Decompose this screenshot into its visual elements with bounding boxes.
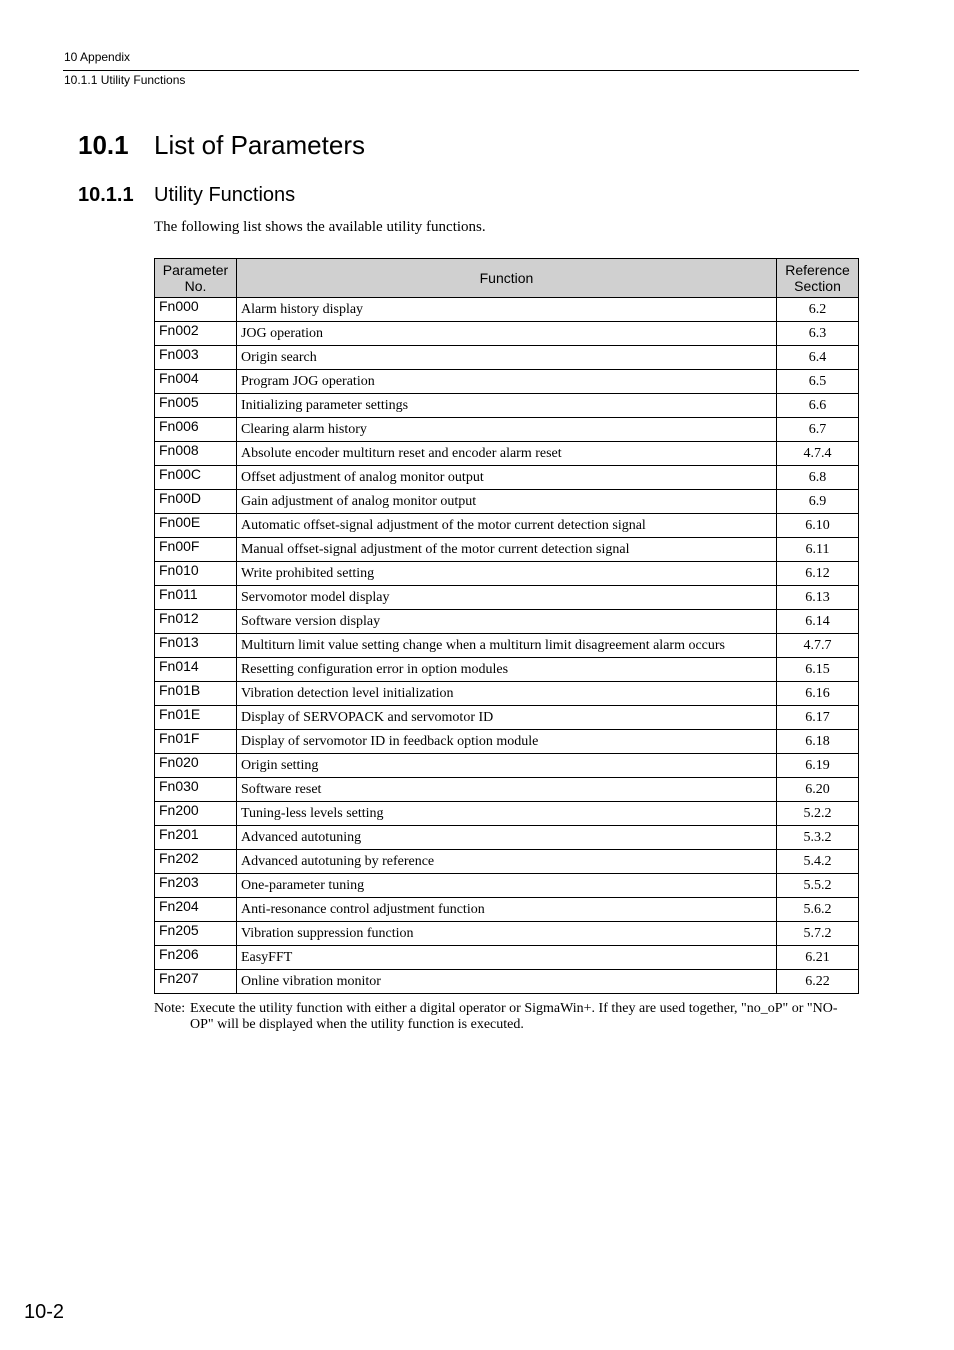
reference-section-cell: 4.7.7 <box>777 634 859 658</box>
column-header-parameter-no: Parameter No. <box>155 259 237 298</box>
parameter-no-cell: Fn012 <box>155 610 237 634</box>
reference-section-cell: 6.20 <box>777 778 859 802</box>
function-cell: Write prohibited setting <box>236 562 776 586</box>
function-cell: Program JOG operation <box>236 370 776 394</box>
table-row <box>155 562 859 586</box>
reference-section-cell: 6.3 <box>777 322 859 346</box>
table-row <box>155 394 859 418</box>
parameter-no-cell: Fn00C <box>155 466 237 490</box>
reference-section-cell: 6.9 <box>777 490 859 514</box>
reference-section-cell: 5.5.2 <box>777 874 859 898</box>
parameter-no-cell: Fn000 <box>155 298 237 322</box>
reference-section-cell: 5.2.2 <box>777 802 859 826</box>
table-row <box>155 490 859 514</box>
header-rule <box>63 70 859 71</box>
subsection-number: 10.1.1 <box>78 184 134 206</box>
running-header-section: 10.1.1 Utility Functions <box>64 73 186 87</box>
table-row <box>155 874 859 898</box>
parameter-no-cell: Fn207 <box>155 970 237 994</box>
reference-section-cell: 6.19 <box>777 754 859 778</box>
section-number: 10.1 <box>78 130 129 160</box>
function-cell: Online vibration monitor <box>236 970 776 994</box>
parameter-no-cell: Fn01E <box>155 706 237 730</box>
function-cell: Initializing parameter settings <box>236 394 776 418</box>
table-row <box>155 802 859 826</box>
parameter-no-cell: Fn00E <box>155 514 237 538</box>
table-row <box>155 346 859 370</box>
function-cell: Clearing alarm history <box>236 418 776 442</box>
table-row <box>155 610 859 634</box>
function-cell: Origin setting <box>236 754 776 778</box>
parameter-no-cell: Fn205 <box>155 922 237 946</box>
parameter-no-cell: Fn013 <box>155 634 237 658</box>
function-cell: Advanced autotuning by reference <box>236 850 776 874</box>
function-cell: Display of servomotor ID in feedback option module <box>236 730 776 754</box>
table-row <box>155 946 859 970</box>
parameter-no-cell: Fn01B <box>155 682 237 706</box>
function-cell: Multiturn limit value setting change when a multiturn limit disagreement alarm occurs <box>236 634 776 658</box>
table-row <box>155 466 859 490</box>
section-title: List of Parameters <box>154 130 365 160</box>
function-cell: Origin search <box>236 346 776 370</box>
reference-section-cell: 5.3.2 <box>777 826 859 850</box>
parameter-no-cell: Fn030 <box>155 778 237 802</box>
parameter-no-cell: Fn004 <box>155 370 237 394</box>
parameter-no-cell: Fn002 <box>155 322 237 346</box>
subsection-heading <box>78 184 295 207</box>
table-row <box>155 826 859 850</box>
reference-section-cell: 6.6 <box>777 394 859 418</box>
table-header-row <box>155 259 859 298</box>
parameter-no-cell: Fn020 <box>155 754 237 778</box>
reference-section-cell: 6.14 <box>777 610 859 634</box>
reference-section-cell: 5.4.2 <box>777 850 859 874</box>
function-cell: Resetting configuration error in option modules <box>236 658 776 682</box>
table-row <box>155 370 859 394</box>
table-row <box>155 298 859 322</box>
table-row <box>155 322 859 346</box>
table-row <box>155 898 859 922</box>
page-number: 10-2 <box>24 1301 65 1323</box>
function-cell: Vibration detection level initialization <box>236 682 776 706</box>
function-cell: Gain adjustment of analog monitor output <box>236 490 776 514</box>
parameter-no-cell: Fn005 <box>155 394 237 418</box>
table-row <box>155 778 859 802</box>
function-cell: Automatic offset-signal adjustment of the motor current detection signal <box>236 514 776 538</box>
subsection-title: Utility Functions <box>154 184 296 206</box>
reference-section-cell: 6.7 <box>777 418 859 442</box>
table-row <box>155 658 859 682</box>
parameter-no-cell: Fn01F <box>155 730 237 754</box>
function-cell: Advanced autotuning <box>236 826 776 850</box>
parameter-no-cell: Fn003 <box>155 346 237 370</box>
column-header-function: Function <box>236 259 776 298</box>
parameter-no-cell: Fn006 <box>155 418 237 442</box>
function-cell: Tuning-less levels setting <box>236 802 776 826</box>
reference-section-cell: 6.12 <box>777 562 859 586</box>
reference-section-cell: 6.17 <box>777 706 859 730</box>
reference-section-cell: 6.2 <box>777 298 859 322</box>
parameter-no-cell: Fn204 <box>155 898 237 922</box>
note-label: Note: <box>154 1001 186 1016</box>
table-row <box>155 634 859 658</box>
reference-section-cell: 6.11 <box>777 538 859 562</box>
function-cell: Display of SERVOPACK and servomotor ID <box>236 706 776 730</box>
function-cell: Servomotor model display <box>236 586 776 610</box>
reference-section-cell: 4.7.4 <box>777 442 859 466</box>
parameter-no-cell: Fn00D <box>155 490 237 514</box>
function-cell: Software reset <box>236 778 776 802</box>
table-row <box>155 514 859 538</box>
function-cell: JOG operation <box>236 322 776 346</box>
table-row <box>155 754 859 778</box>
function-cell: Offset adjustment of analog monitor output <box>236 466 776 490</box>
intro-text: The following list shows the available utility functions. <box>154 219 486 235</box>
reference-section-cell: 6.22 <box>777 970 859 994</box>
table-row <box>155 922 859 946</box>
table-row <box>155 706 859 730</box>
reference-section-cell: 6.21 <box>777 946 859 970</box>
table-row <box>155 586 859 610</box>
section-heading <box>78 130 365 161</box>
function-cell: Vibration suppression function <box>236 922 776 946</box>
parameter-no-cell: Fn206 <box>155 946 237 970</box>
column-header-reference-section: Reference Section <box>777 259 859 298</box>
parameter-no-cell: Fn00F <box>155 538 237 562</box>
table-row <box>155 442 859 466</box>
table-note <box>154 1001 859 1033</box>
utility-functions-table <box>154 258 859 994</box>
reference-section-cell: 5.7.2 <box>777 922 859 946</box>
parameter-no-cell: Fn200 <box>155 802 237 826</box>
table-row <box>155 538 859 562</box>
function-cell: Manual offset-signal adjustment of the motor current detection signal <box>236 538 776 562</box>
table-row <box>155 850 859 874</box>
reference-section-cell: 6.4 <box>777 346 859 370</box>
table-row <box>155 418 859 442</box>
reference-section-cell: 6.15 <box>777 658 859 682</box>
parameter-no-cell: Fn010 <box>155 562 237 586</box>
reference-section-cell: 6.8 <box>777 466 859 490</box>
table-row <box>155 970 859 994</box>
function-cell: Alarm history display <box>236 298 776 322</box>
parameter-no-cell: Fn008 <box>155 442 237 466</box>
parameter-no-cell: Fn201 <box>155 826 237 850</box>
parameter-no-cell: Fn202 <box>155 850 237 874</box>
reference-section-cell: 6.10 <box>777 514 859 538</box>
function-cell: Absolute encoder multiturn reset and encoder alarm reset <box>236 442 776 466</box>
table-body <box>155 298 859 994</box>
function-cell: Anti-resonance control adjustment function <box>236 898 776 922</box>
parameter-no-cell: Fn203 <box>155 874 237 898</box>
reference-section-cell: 6.13 <box>777 586 859 610</box>
reference-section-cell: 6.18 <box>777 730 859 754</box>
parameter-no-cell: Fn014 <box>155 658 237 682</box>
table-row <box>155 682 859 706</box>
reference-section-cell: 6.5 <box>777 370 859 394</box>
parameter-no-cell: Fn011 <box>155 586 237 610</box>
running-header-chapter: 10 Appendix <box>64 50 131 64</box>
function-cell: Software version display <box>236 610 776 634</box>
function-cell: EasyFFT <box>236 946 776 970</box>
table-row <box>155 730 859 754</box>
function-cell: One-parameter tuning <box>236 874 776 898</box>
note-text: Execute the utility function with either a digital operator or SigmaWin+. If they are used together, "no_oP" or "NO-OP" will be displayed when the utility function is executed. <box>190 1001 838 1032</box>
reference-section-cell: 5.6.2 <box>777 898 859 922</box>
reference-section-cell: 6.16 <box>777 682 859 706</box>
